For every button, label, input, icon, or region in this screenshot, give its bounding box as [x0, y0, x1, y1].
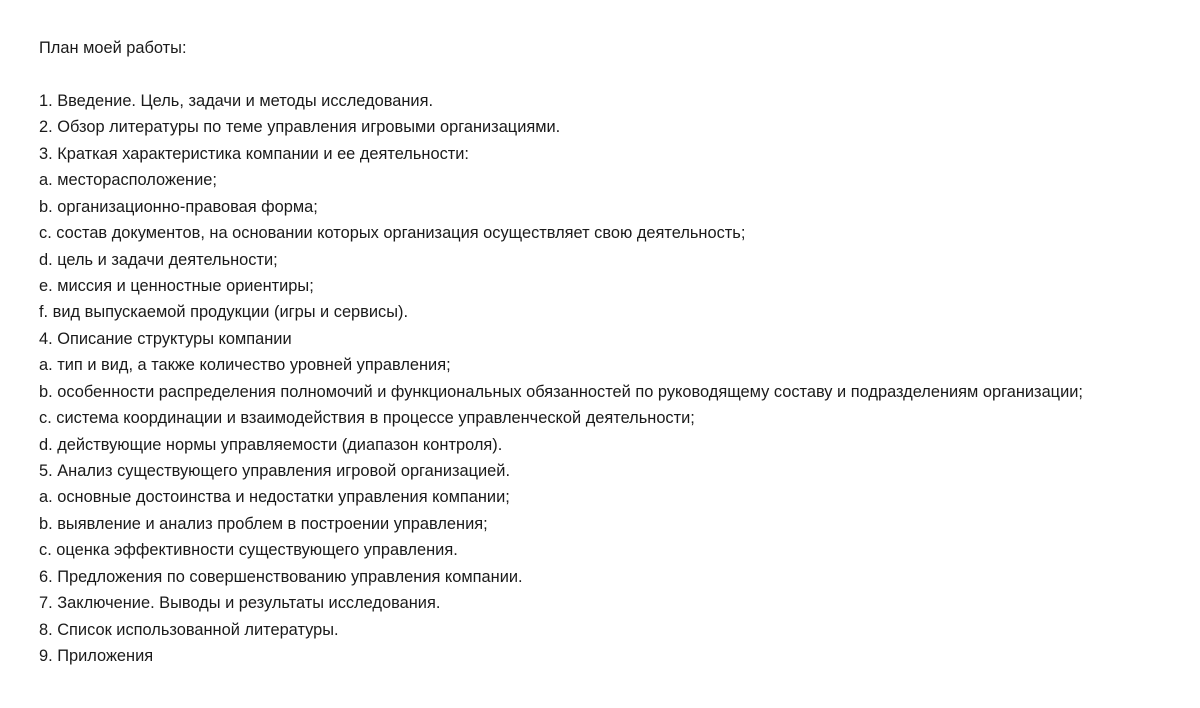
list-item: a. основные достоинства и недостатки управления компании; — [39, 488, 510, 507]
list-item: b. выявление и анализ проблем в построении управления; — [39, 514, 488, 533]
list-item: b. организационно-правовая форма; — [39, 197, 318, 216]
document-title: План моей работы: — [39, 39, 187, 57]
list-item: 6. Предложения по совершенствованию управления компании. — [39, 567, 523, 586]
list-item: f. вид выпускаемой продукции (игры и сервисы). — [39, 303, 409, 322]
list-item: d. цель и задачи деятельности; — [39, 250, 278, 269]
list-item: c. состав документов, на основании которых организация осуществляет свою деятельность; — [39, 224, 746, 243]
list-item: 5. Анализ существующего управления игровой организацией. — [39, 462, 510, 480]
list-item: e. миссия и ценностные ориентиры; — [39, 276, 314, 295]
list-item: a. тип и вид, а также количество уровней управления; — [39, 356, 451, 375]
document-body — [39, 35, 1189, 670]
list-item: c. система координации и взаимодействия в процессе управленческой деятельности; — [39, 409, 695, 428]
list-item: 2. Обзор литературы по теме управления игровыми организациями. — [39, 118, 561, 137]
list-item: b. особенности распределения полномочий и функциональных обязанностей по руководящему составу и подразделениям организации; — [39, 382, 1083, 401]
list-item: 3. Краткая характеристика компании и ее деятельности: — [39, 144, 469, 163]
list-item: c. оценка эффективности существующего управления. — [39, 541, 458, 560]
list-item: d. действующие нормы управляемости (диапазон контроля). — [39, 435, 503, 454]
list-item: 8. Список использованной литературы. — [39, 620, 339, 639]
list-item: a. месторасположение; — [39, 171, 217, 190]
list-item: 4. Описание структуры компании — [39, 329, 292, 348]
list-item: 9. Приложения — [39, 647, 154, 666]
list-item: 1. Введение. Цель, задачи и методы исследования. — [39, 91, 433, 110]
list-item: 7. Заключение. Выводы и результаты исследования. — [39, 594, 441, 613]
blank-line — [39, 61, 1189, 87]
